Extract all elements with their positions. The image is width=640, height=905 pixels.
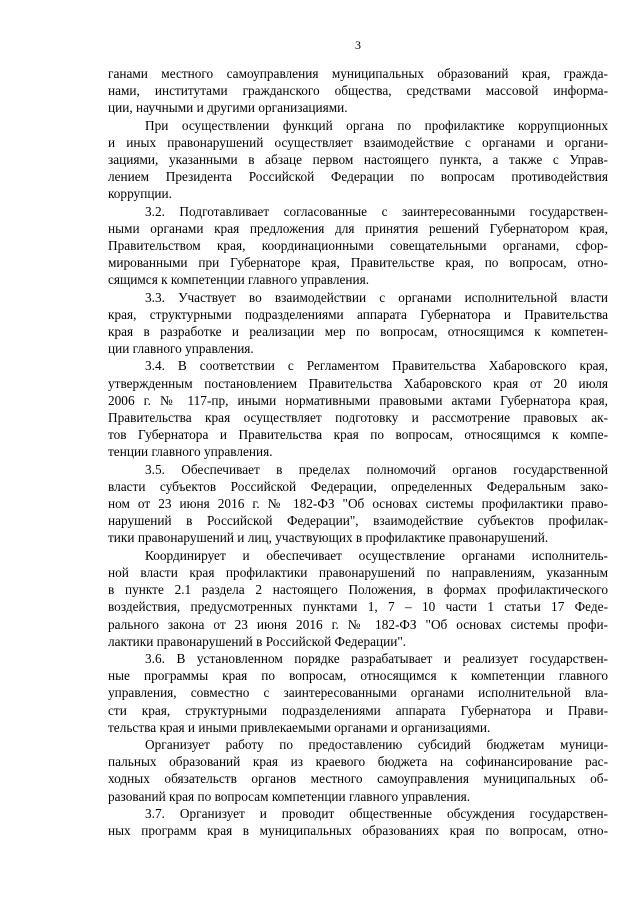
text-line: ганами местного самоуправления муниципальных образований края, гражда- bbox=[108, 66, 608, 81]
paragraph bbox=[108, 117, 608, 203]
text-line: власти субъектов Российской Федерации, определенных Федеральным зако- bbox=[108, 478, 608, 494]
text-line: 3.7. Организует и проводит общественные обсуждения государствен- bbox=[145, 805, 608, 821]
paragraph bbox=[108, 547, 608, 650]
text-line: ных программ края в муниципальных образованиях края по вопросам, отно- bbox=[108, 822, 608, 838]
text-line: утвержденным постановлением Правительства Хабаровского края от 20 июля bbox=[108, 375, 608, 391]
text-line: ные программы края по вопросам, относящимся к компетенции главного bbox=[108, 668, 608, 684]
text-line: лением Президента Российской Федерации по вопросам противодействия bbox=[108, 169, 608, 185]
paragraph bbox=[108, 289, 608, 358]
text-line: 3.6. В установленном порядке разрабатывает и реализует государствен- bbox=[145, 650, 608, 666]
text-line: Правительством края, координационными совещательными органами, сфор- bbox=[108, 238, 608, 254]
text-line: мированными при Губернаторе края, Правительстве края, по вопросам, отно- bbox=[108, 255, 608, 271]
text-line: рального закона от 23 июня 2016 г. № 182-ФЗ "Об основах системы профи- bbox=[108, 616, 608, 632]
text-line: ции, научными и другими организациями. bbox=[108, 100, 348, 116]
text-line: 3.5. Обеспечивает в пределах полномочий органов государственной bbox=[145, 461, 608, 477]
text-line: управления, совместно с заинтересованными органами исполнительной вла- bbox=[108, 685, 608, 701]
text-line: нарушений в Российской Федерации", взаимодействие субъектов профилак- bbox=[108, 513, 608, 529]
text-line: края в разработке и реализации мер по вопросам, относящимся к компетен- bbox=[108, 324, 608, 340]
text-line: воздействия, предусмотренных пунктами 1, 7 – 10 части 1 статьи 17 Феде- bbox=[108, 599, 608, 615]
text-line: ном от 23 июня 2016 г. № 182-ФЗ "Об основах системы профилактики право- bbox=[108, 496, 608, 512]
paragraph bbox=[108, 357, 608, 460]
text-line: 3.4. В соответствии с Регламентом Правительства Хабаровского края, bbox=[145, 358, 608, 374]
text-line: При осуществлении функций органа по профилактике коррупционных bbox=[145, 117, 608, 133]
text-line: разований края по вопросам компетенции главного управления. bbox=[108, 788, 471, 804]
text-line: ной власти края профилактики правонарушений по направлениям, указанным bbox=[108, 564, 608, 580]
text-line: 2006 г. № 117-пр, иными нормативными правовыми актами Губернатора края, bbox=[108, 392, 608, 408]
text-line: тенции главного управления. bbox=[108, 444, 273, 460]
paragraph bbox=[108, 461, 608, 547]
text-line: 3.3. Участвует во взаимодействии с органами исполнительной власти bbox=[145, 289, 608, 305]
text-line: лактики правонарушений в Российской Федерации". bbox=[108, 633, 407, 649]
text-line: пальных образований края из краевого бюджета на софинансирование рас- bbox=[108, 754, 608, 770]
text-line: и иных правонарушений осуществляет взаимодействие с органами и органи- bbox=[108, 134, 608, 150]
text-line: сящимся к компетенции главного управления. bbox=[108, 272, 370, 288]
text-line: Организует работу по предоставлению субсидий бюджетам муници- bbox=[145, 736, 608, 752]
paragraph bbox=[108, 65, 608, 117]
text-line: тики правонарушений и лиц, участвующих в профилактике правонарушений. bbox=[108, 530, 549, 546]
paragraph bbox=[108, 805, 608, 839]
text-line: сти края, структурными подразделениями аппарата Губернатора и Прави- bbox=[108, 702, 608, 718]
text-line: Правительства края осуществляет подготовку и рассмотрение правовых ак- bbox=[108, 410, 608, 426]
paragraph bbox=[108, 650, 608, 736]
paragraph bbox=[108, 736, 608, 805]
text-line: Координирует и обеспечивает осуществление органами исполнитель- bbox=[145, 547, 608, 563]
text-line: зациями, указанными в абзаце первом настоящего пункта, а также с Управ- bbox=[108, 152, 608, 168]
text-line: тельства края и иными привлекаемыми органами и организациями. bbox=[108, 719, 491, 735]
text-line: края, структурными подразделениями аппарата Губернатора и Правительства bbox=[108, 306, 608, 322]
paragraph bbox=[108, 203, 608, 289]
text-line: коррупции. bbox=[108, 186, 172, 202]
text-line: тов Губернатора и Правительства края по вопросам, относящимся к компе- bbox=[108, 427, 608, 443]
text-line: 3.2. Подготавливает согласованные с заинтересованными государствен- bbox=[145, 203, 608, 219]
text-line: ными органами края предложения для принятия решений Губернатором края, bbox=[108, 220, 608, 236]
text-line: ции главного управления. bbox=[108, 341, 254, 357]
page-number: 3 bbox=[355, 38, 361, 52]
text-line: в пункте 2.1 раздела 2 настоящего Положения, в формах профилактического bbox=[108, 582, 608, 598]
text-line: ходных обязательств органов местного самоуправления муниципальных об- bbox=[108, 771, 608, 787]
text-line: нами, институтами гражданского общества, средствами массовой информа- bbox=[108, 83, 608, 99]
document-body bbox=[108, 65, 608, 839]
